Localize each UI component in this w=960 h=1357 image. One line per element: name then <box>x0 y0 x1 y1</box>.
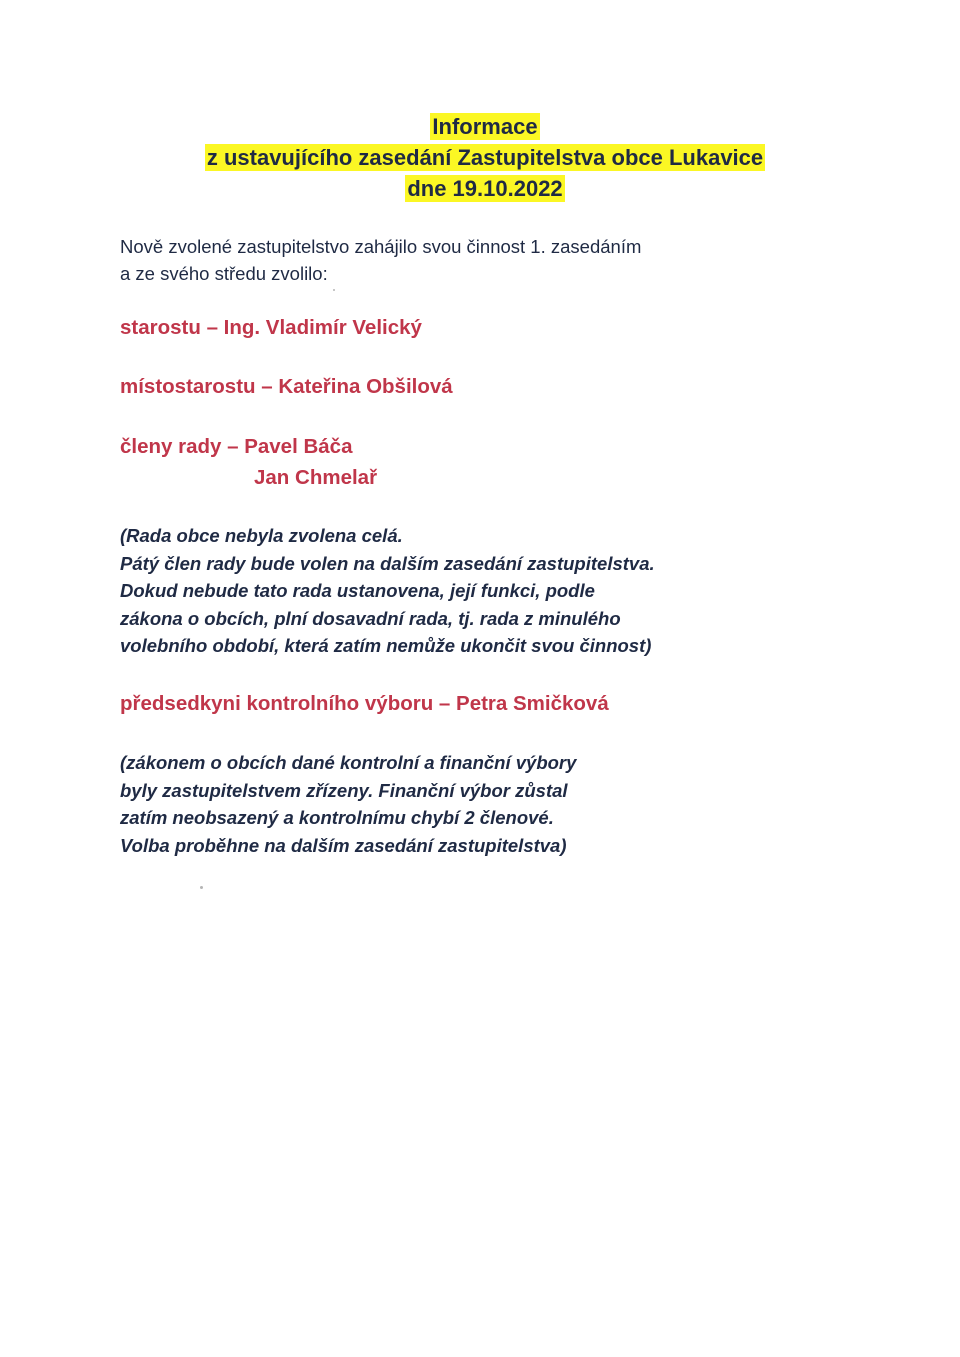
note-line: Pátý člen rady bude volen na dalším zasedání zastupitelstva. <box>120 552 655 574</box>
note-line: Volba proběhne na dalším zasedání zastupitelstva) <box>120 834 567 856</box>
predseda-kontrolniho-vyboru-entry: předsedkyni kontrolního výboru – Petra Smičková <box>120 692 609 715</box>
note-line: (zákonem o obcích dané kontrolní a finanční výbory <box>120 752 577 773</box>
note-line: zákona o obcích, plní dosavadní rada, tj. rada z minulého <box>120 607 621 629</box>
title-line-date: dne 19.10.2022 <box>407 176 563 201</box>
rada-note <box>120 522 655 660</box>
note-line: (Rada obce nebyla zvolena celá. <box>120 525 403 546</box>
document-title <box>0 111 960 204</box>
note-line: volebního období, která zatím nemůže ukončit svou činnost) <box>120 635 652 656</box>
vybory-note <box>120 749 576 859</box>
scan-speck <box>200 886 203 889</box>
clenove-rady-entry: členy rady – Pavel Báča <box>120 435 353 458</box>
intro-line: a ze svého středu zvolilo: <box>120 263 328 284</box>
starosta-entry: starostu – Ing. Vladimír Velický <box>120 316 422 339</box>
note-line: byly zastupitelstvem zřízeny. Finanční výbor zůstal <box>120 779 568 801</box>
title-line-meeting: z ustavujícího zasedání Zastupitelstva obce Lukavice <box>206 145 764 170</box>
clen-rady-second: Jan Chmelař <box>254 466 378 489</box>
note-line: zatím neobsazený a kontrolnímu chybí 2 členové. <box>120 807 554 828</box>
title-line-informace: Informace <box>432 114 538 139</box>
scan-speck <box>333 289 335 291</box>
mistostarosta-entry: místostarostu – Kateřina Obšilová <box>120 375 453 398</box>
intro-line: Nově zvolené zastupitelstvo zahájilo svou činnost 1. zasedáním <box>120 236 642 257</box>
note-line: Dokud nebude tato rada ustanovena, její funkci, podle <box>120 580 595 601</box>
intro-paragraph <box>120 233 641 287</box>
